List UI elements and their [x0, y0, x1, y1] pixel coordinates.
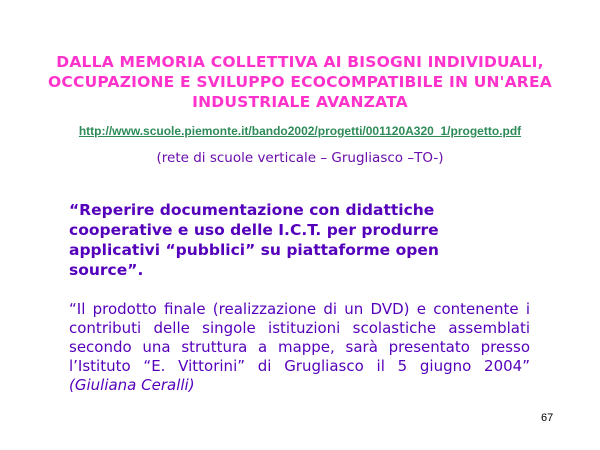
title-line-2: OCCUPAZIONE E SVILUPPO ECOCOMPATIBILE IN UN'AREA	[48, 73, 552, 91]
title-line-3: INDUSTRIALE AVANZATA	[192, 93, 408, 111]
goal-quote: “Reperire documentazione con didattiche cooperative e uso delle I.C.T. per produrre applicativi “pubblici” su piattaforme open source”.	[69, 201, 439, 279]
project-pdf-link[interactable]: http://www.scuole.piemonte.it/bando2002/progetti/001120A320_1/progetto.pdf	[78, 124, 522, 138]
body-text: “Il prodotto finale (realizzazione di un DVD) e contenente i contributi delle singole istituzioni scolastiche assemblati secondo una struttura a mappe, sarà presentato presso l’Istituto “E. Vittorini” di Grugliasco il 5 giugno 2004”	[69, 300, 530, 375]
title-line-1: DALLA MEMORIA COLLETTIVA AI BISOGNI INDIVIDUALI,	[56, 53, 544, 71]
author-attribution: (Giuliana Ceralli)	[69, 376, 195, 394]
slide-title	[0, 52, 600, 112]
page-number: 67	[541, 412, 554, 424]
body-paragraph	[69, 300, 530, 395]
school-network-subtitle: (rete di scuole verticale – Grugliasco –TO-)	[156, 150, 444, 166]
